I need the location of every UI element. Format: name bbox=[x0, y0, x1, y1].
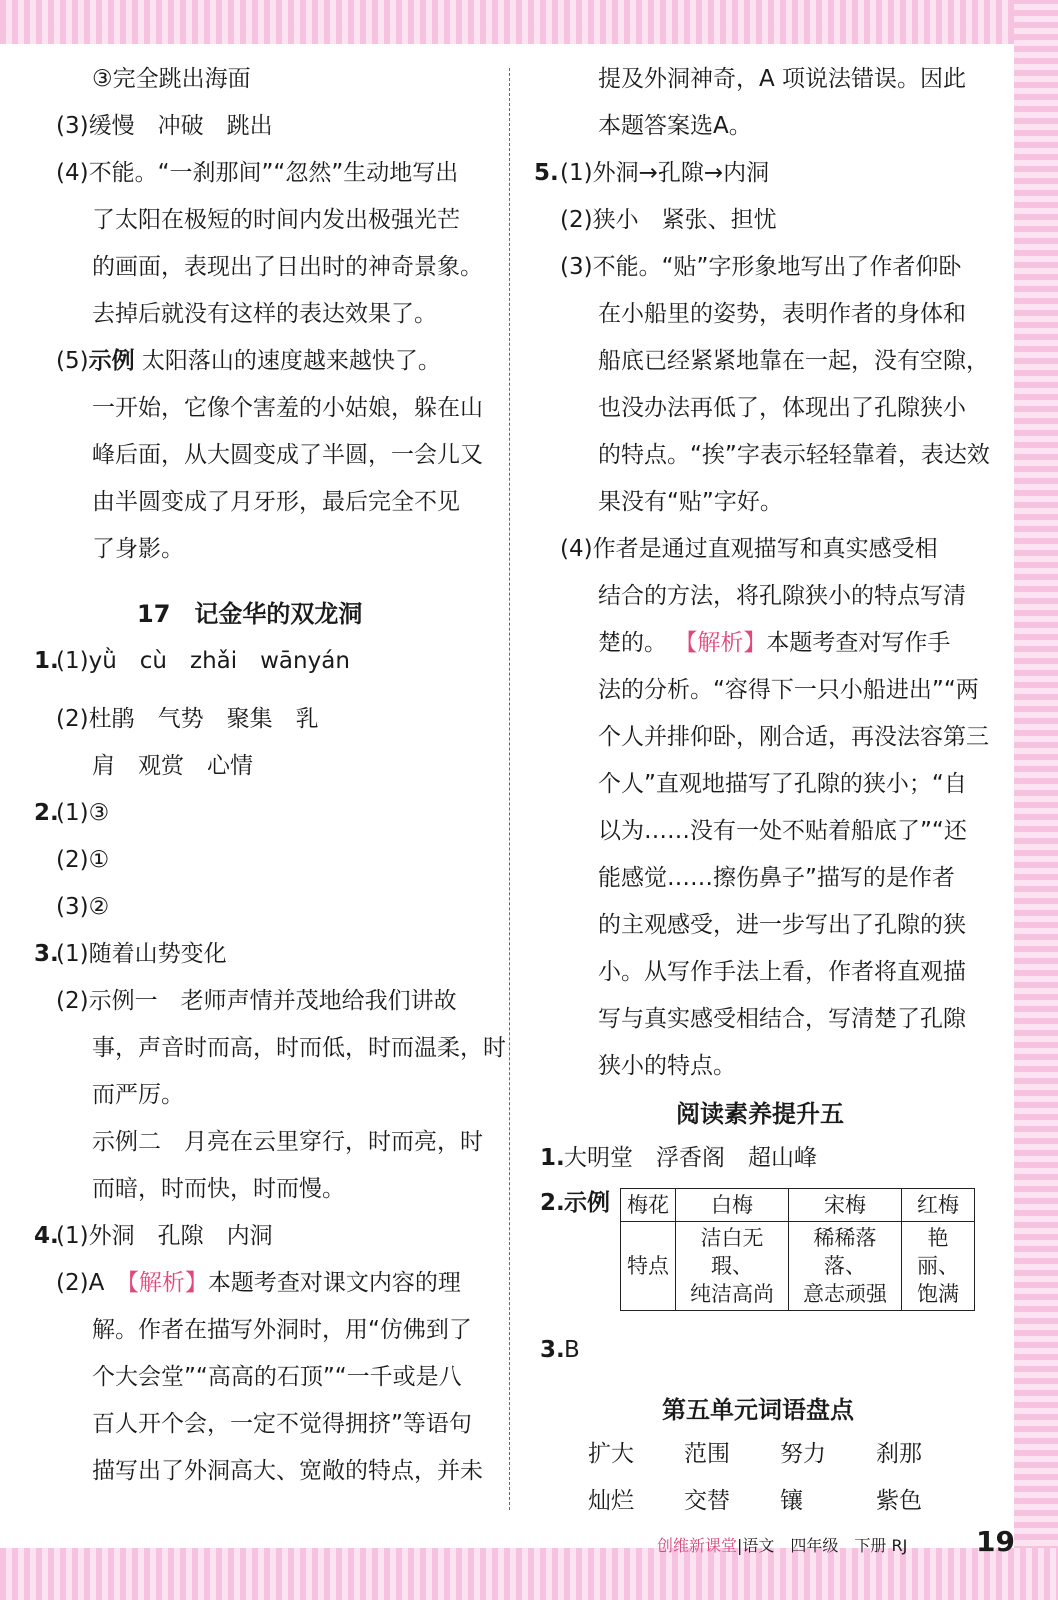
text-line: 而暗，时而快，时而慢。 bbox=[92, 1176, 345, 1202]
analysis-tag: 【解析】 bbox=[674, 630, 767, 656]
vocab-word: 灿烂 bbox=[588, 1488, 634, 1514]
text-line: 法的分析。“容得下一只小船进出”“两 bbox=[598, 677, 979, 703]
text-line: 在小船里的姿势，表明作者的身体和 bbox=[598, 301, 966, 327]
text-line: 肩 观赏 心情 bbox=[92, 753, 253, 779]
text-line: 由半圆变成了月牙形，最后完全不见 bbox=[92, 489, 460, 515]
text-line: 结合的方法，将孔隙狭小的特点写清 bbox=[598, 583, 966, 609]
table-cell: 特点 bbox=[621, 1222, 676, 1311]
table-header: 红梅 bbox=[902, 1189, 975, 1222]
text-line: ③完全跳出海面 bbox=[92, 66, 251, 92]
section-title: 阅读素养提升五 bbox=[676, 1100, 844, 1128]
page-footer: 创维新课堂|语文 四年级 下册 RJ bbox=[657, 1536, 908, 1555]
text-line: (1)外洞→孔隙→内洞 bbox=[560, 160, 770, 186]
question-number: 1. bbox=[540, 1145, 565, 1171]
plum-table bbox=[620, 1188, 975, 1311]
vocab-word: 范围 bbox=[684, 1441, 730, 1467]
text-line: (4)不能。“一刹那间”“忽然”生动地写出 bbox=[56, 160, 459, 186]
text-line: 示例 bbox=[564, 1190, 610, 1216]
text-line: 本题答案选A。 bbox=[598, 113, 752, 139]
table-row bbox=[621, 1222, 975, 1311]
text-line: 了身影。 bbox=[92, 536, 184, 562]
table-header: 白梅 bbox=[676, 1189, 789, 1222]
text-line: 能感觉……擦伤鼻子”描写的是作者 bbox=[598, 865, 955, 891]
text-line: 去掉后就没有这样的表达效果了。 bbox=[92, 301, 437, 327]
text-line: 百人开个会，一定不觉得拥挤”等语句 bbox=[92, 1411, 472, 1437]
vocab-word: 交替 bbox=[684, 1488, 730, 1514]
text-line: 果没有“贴”字好。 bbox=[598, 489, 783, 515]
text-line: (3)② bbox=[56, 894, 110, 920]
vocab-word: 扩大 bbox=[588, 1441, 634, 1467]
text-line: 也没办法再低了，体现出了孔隙狭小 bbox=[598, 395, 966, 421]
text-line: (2)示例一 老师声情并茂地给我们讲故 bbox=[56, 988, 457, 1014]
text-line: 个人并排仰卧，刚合适，再没法容第三 bbox=[598, 724, 989, 750]
question-number: 3. bbox=[34, 941, 59, 967]
text-line: 个大会堂”“高高的石顶”“一千或是八 bbox=[92, 1364, 462, 1390]
text-line: 事，声音时而高，时而低，时而温柔，时 bbox=[92, 1035, 506, 1061]
text-line: (3)缓慢 冲破 跳出 bbox=[56, 113, 273, 139]
table-header: 梅花 bbox=[621, 1189, 676, 1222]
text-line: 一开始，它像个害羞的小姑娘，躲在山 bbox=[92, 395, 483, 421]
text-line: (2)A 【解析】本题考查对课文内容的理 bbox=[56, 1270, 461, 1296]
text-line: (3)不能。“贴”字形象地写出了作者仰卧 bbox=[560, 254, 962, 280]
text-line: 船底已经紧紧地靠在一起，没有空隙， bbox=[598, 348, 989, 374]
text-line: (2)① bbox=[56, 847, 110, 873]
page-border-top bbox=[0, 0, 1058, 44]
question-number: 4. bbox=[34, 1223, 59, 1249]
table-cell: 稀稀落落、 意志顽强 bbox=[789, 1222, 902, 1311]
vocab-word: 紫色 bbox=[876, 1488, 922, 1514]
text-line: 描写出了外洞高大、宽敞的特点，并未 bbox=[92, 1458, 483, 1484]
vocab-word: 镶 bbox=[780, 1488, 803, 1514]
text-line: (5)示例 太阳落山的速度越来越快了。 bbox=[56, 348, 441, 374]
text-line: (4)作者是通过直观描写和真实感受相 bbox=[560, 536, 938, 562]
text-line: 提及外洞神奇，A 项说法错误。因此 bbox=[598, 66, 967, 92]
text-line: B bbox=[564, 1337, 580, 1363]
text-line: 写与真实感受相结合，写清楚了孔隙 bbox=[598, 1006, 966, 1032]
text-line: (1)随着山势变化 bbox=[56, 941, 227, 967]
text-line: (1)yǜ cù zhǎi wānyán bbox=[56, 648, 350, 674]
text-line: 的特点。“挨”字表示轻轻靠着，表达效 bbox=[598, 442, 990, 468]
text-line: 楚的。 【解析】本题考查对写作手 bbox=[598, 630, 951, 656]
text-line: 大明堂 浮香阁 超山峰 bbox=[564, 1145, 817, 1171]
text-line: (2)杜鹃 气势 聚集 乳 bbox=[56, 706, 319, 732]
text-line: 的画面，表现出了日出时的神奇景象。 bbox=[92, 254, 483, 280]
text-line: 个人”直观地描写了孔隙的狭小；“自 bbox=[598, 771, 967, 797]
lesson-title: 17 记金华的双龙洞 bbox=[137, 600, 363, 628]
question-number: 2. bbox=[34, 800, 59, 826]
vocab-word: 刹那 bbox=[876, 1441, 922, 1467]
section-title: 第五单元词语盘点 bbox=[662, 1396, 854, 1424]
table-header: 宋梅 bbox=[789, 1189, 902, 1222]
text-line: (2)狭小 紧张、担忧 bbox=[560, 207, 777, 233]
page-number: 19 bbox=[976, 1525, 1015, 1558]
text-line: (1)外洞 孔隙 内洞 bbox=[56, 1223, 273, 1249]
question-number: 2. bbox=[540, 1190, 565, 1216]
text-line: 示例二 月亮在云里穿行，时而亮，时 bbox=[92, 1129, 483, 1155]
question-number: 5. bbox=[534, 160, 559, 186]
page-border-right bbox=[1014, 0, 1058, 1600]
text-line: 了太阳在极短的时间内发出极强光芒 bbox=[92, 207, 460, 233]
text-line: 的主观感受，进一步写出了孔隙的狭 bbox=[598, 912, 966, 938]
column-divider bbox=[509, 68, 510, 1510]
text-line: 峰后面，从大圆变成了半圆，一会儿又 bbox=[92, 442, 483, 468]
table-cell: 艳丽、 饱满 bbox=[902, 1222, 975, 1311]
text-line: 解。作者在描写外洞时，用“仿佛到了 bbox=[92, 1317, 472, 1343]
question-number: 3. bbox=[540, 1337, 565, 1363]
table-row bbox=[621, 1189, 975, 1222]
text-line: 而严厉。 bbox=[92, 1082, 184, 1108]
text-line: 小。从写作手法上看，作者将直观描 bbox=[598, 959, 966, 985]
vocab-word: 努力 bbox=[780, 1441, 826, 1467]
analysis-tag: 【解析】 bbox=[127, 1270, 208, 1296]
question-number: 1. bbox=[34, 648, 59, 674]
table-cell: 洁白无瑕、 纯洁高尚 bbox=[676, 1222, 789, 1311]
text-line: 以为……没有一处不贴着船底了”“还 bbox=[598, 818, 967, 844]
text-line: 狭小的特点。 bbox=[598, 1053, 736, 1079]
text-line: (1)③ bbox=[56, 800, 110, 826]
